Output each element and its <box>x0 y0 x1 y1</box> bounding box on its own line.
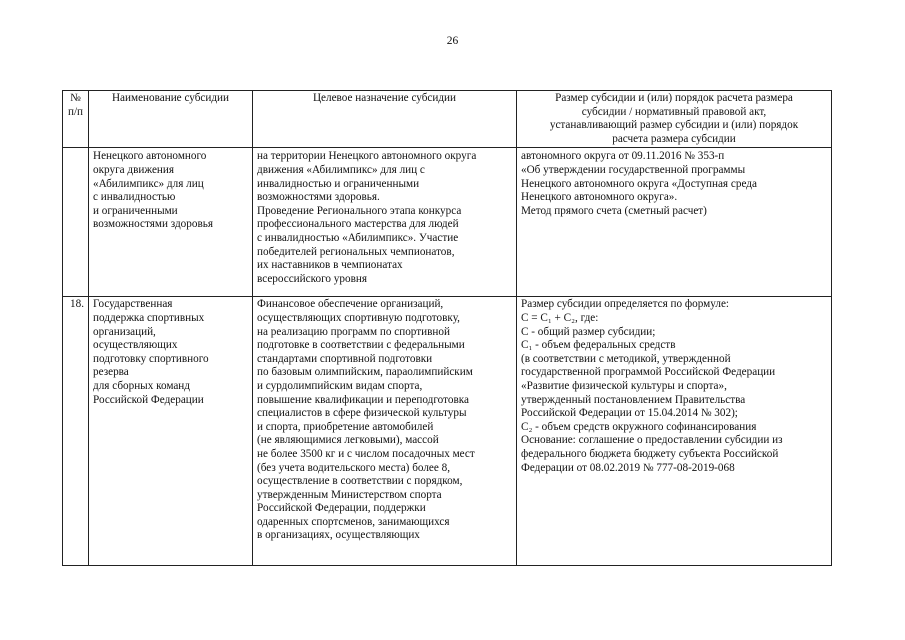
row-subsidy-size: автономного округа от 09.11.2016 № 353-п «Об утверждении государственной программы Ненецкого автономного округа «Доступная среда Ненецкого автономного округа». Метод прямого счета (сметный расчет) <box>517 148 832 297</box>
row-subsidy-size: Размер субсидии определяется по формуле: С = С₁ + С₂, где: С - общий размер субсидии; С₁ - объем федеральных средств (в соответствии с методикой, утвержденной государственной программой Российской Федерации «Развитие физической культуры и спорта», утвержденный постановлением Правительства Российской Федерации от 15.04.2014 № 302); С₂ - объем средств окружного софинансирования Основание: соглашение о предоставлении субсидии из федерального бюджета бюджету субъекта Российской Федерации от 08.02.2019 № 777-08-2019-068 <box>517 297 832 566</box>
header-subsidy-name: Наименование субсидии <box>89 91 253 148</box>
header-number: № п/п <box>63 91 89 148</box>
header-subsidy-size: Размер субсидии и (или) порядок расчета размера субсидии / нормативный правовой акт, устанавливающий размер субсидии и (или) порядок расчета размера субсидии <box>517 91 832 148</box>
page-number: 26 <box>446 35 459 47</box>
row-subsidy-purpose: на территории Ненецкого автономного округа движения «Абилимпикс» для лиц с инвалидностью и ограниченными возможностями здоровья. Проведение Регионального этапа конкурса профессионального мастерства для людей с инвалидностью «Абилимпикс». Участие победителей региональных чемпионатов, их наставников в чемпионатах всероссийского уровня <box>253 148 517 297</box>
row-number: 18. <box>63 297 89 566</box>
row-subsidy-name: Государственная поддержка спортивных организаций, осуществляющих подготовку спортивного резерва для сборных команд Российской Федерации <box>89 297 253 566</box>
row-number <box>63 148 89 297</box>
table-row <box>63 297 832 566</box>
row-subsidy-name: Ненецкого автономного округа движения «Абилимпикс» для лиц с инвалидностью и ограниченными возможностями здоровья <box>89 148 253 297</box>
row-subsidy-purpose: Финансовое обеспечение организаций, осуществляющих спортивную подготовку, на реализацию программ по спортивной подготовке в соответствии с федеральными стандартами спортивной подготовки по базовым олимпийским, параолимпийским и сурдолимпийским видам спорта, повышение квалификации и переподготовка специалистов в сфере физической культуры и спорта, приобретение автомобилей (не являющимися легковыми), массой не более 3500 кг и с числом посадочных мест (без учета водительского места) более 8, осуществление в соответствии с порядком, утвержденным Министерством спорта Российской Федерации, поддержки одаренных спортсменов, занимающихся в организациях, осуществляющих <box>253 297 517 566</box>
table-row <box>63 148 832 297</box>
subsidy-table <box>62 90 832 566</box>
header-subsidy-purpose: Целевое назначение субсидии <box>253 91 517 148</box>
table-header-row <box>63 91 832 148</box>
